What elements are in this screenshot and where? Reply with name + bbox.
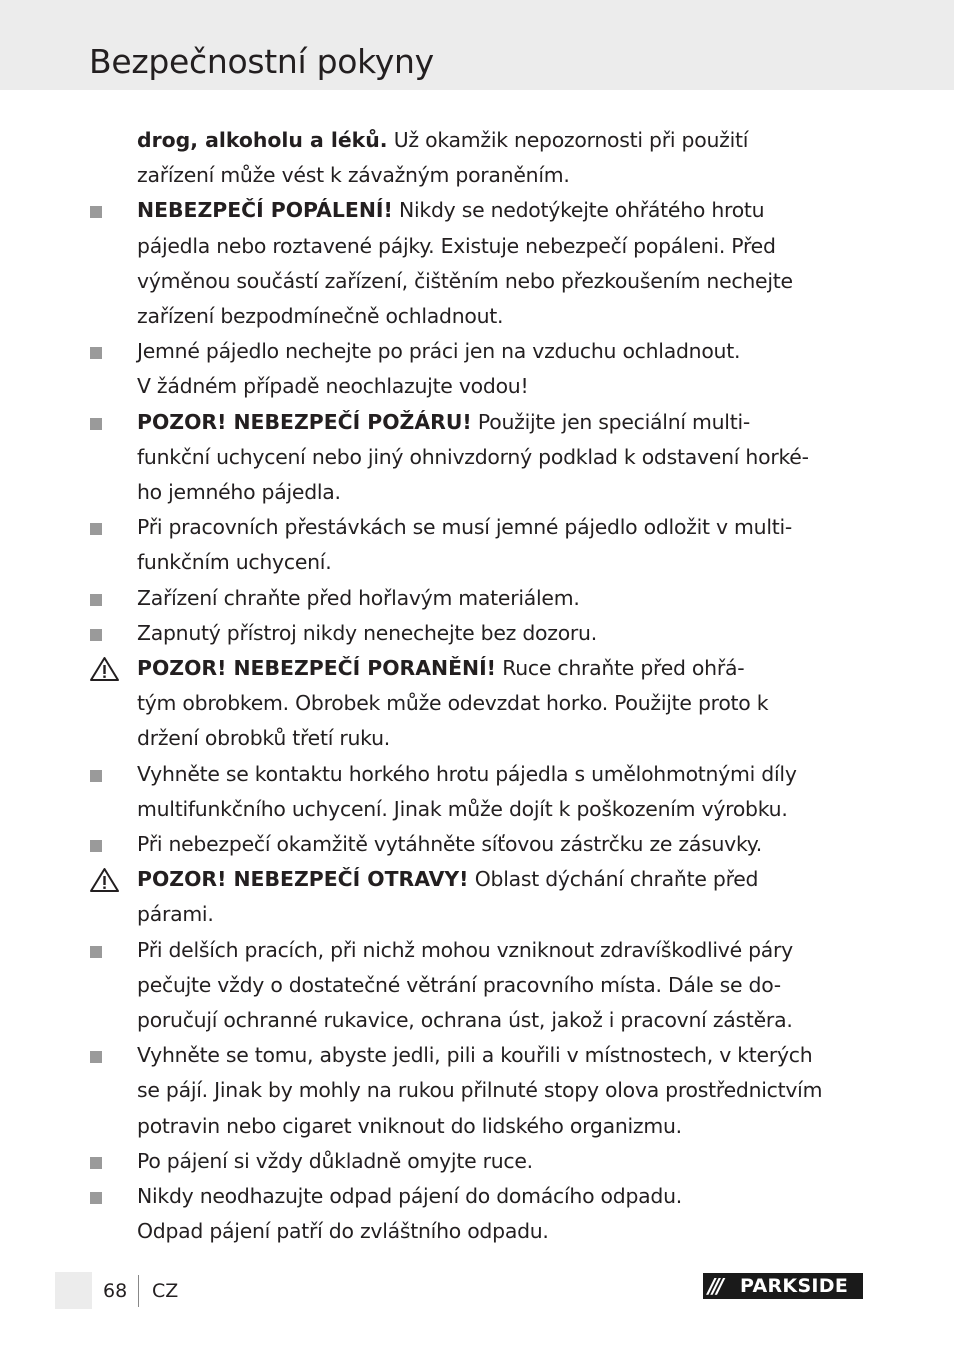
page-number: 68 bbox=[103, 1280, 128, 1302]
bullet-item bbox=[0, 193, 862, 334]
square-bullet-icon bbox=[90, 770, 102, 782]
square-bullet-icon bbox=[90, 1051, 102, 1063]
warning-item bbox=[0, 862, 862, 932]
bullet-item bbox=[0, 510, 862, 580]
text-line bbox=[137, 721, 862, 756]
line-text: zařízení bezpodmínečně ochladnout. bbox=[137, 304, 504, 329]
line-text: Nikdy se nedotýkejte ohřátého hrotu bbox=[392, 198, 765, 223]
line-text: Při pracovních přestávkách se musí jemné pájedlo odložit v multi- bbox=[137, 515, 793, 540]
text-line bbox=[137, 933, 862, 968]
warning-triangle-icon bbox=[89, 867, 120, 893]
text-line bbox=[137, 686, 862, 721]
footer-marker bbox=[55, 1272, 92, 1309]
bullet-item bbox=[0, 616, 862, 651]
text-line bbox=[137, 193, 862, 228]
text-line bbox=[137, 405, 862, 440]
line-text: Nikdy neodhazujte odpad pájení do domácího odpadu. bbox=[137, 1184, 682, 1209]
text-line bbox=[137, 1073, 862, 1108]
square-bullet-icon bbox=[90, 206, 102, 218]
line-text: párami. bbox=[137, 902, 214, 927]
line-text: poručují ochranné rukavice, ochrana úst, jakož i pracovní zástěra. bbox=[137, 1008, 793, 1033]
text-line bbox=[137, 1109, 862, 1144]
square-bullet-icon bbox=[90, 594, 102, 606]
line-text: Vyhněte se kontaktu horkého hrotu pájedla s umělohmotnými díly bbox=[137, 761, 797, 786]
square-bullet-icon bbox=[90, 946, 102, 958]
text-line bbox=[137, 264, 862, 299]
text-line bbox=[137, 158, 862, 193]
line-text: Už okamžik nepozornosti při použití bbox=[387, 128, 749, 152]
line-text: Po pájení si vždy důkladně omyjte ruce. bbox=[137, 1148, 533, 1173]
line-text: pájedla nebo roztavené pájky. Existuje nebezpečí popáleni. Před bbox=[137, 233, 776, 258]
line-text: funkčním uchycení. bbox=[137, 550, 332, 575]
text-line bbox=[137, 1003, 862, 1038]
warning-triangle-icon bbox=[89, 656, 120, 682]
bold-lead: POZOR! NEBEZPEČÍ OTRAVY! bbox=[137, 867, 469, 892]
line-text: Při nebezpečí okamžitě vytáhněte síťovou zástrčku ze zásuvky. bbox=[137, 832, 762, 857]
bullet-item bbox=[0, 1179, 862, 1249]
square-bullet-icon bbox=[90, 347, 102, 359]
text-line bbox=[137, 123, 862, 158]
text-line bbox=[137, 510, 862, 545]
logo-slashes: /// bbox=[708, 1274, 721, 1298]
square-bullet-icon bbox=[90, 418, 102, 430]
logo-text: PARKSIDE bbox=[740, 1275, 849, 1297]
line-text: Zařízení chraňte před hořlavým materiálem. bbox=[137, 585, 580, 610]
safety-instructions-list bbox=[0, 123, 954, 1250]
text-line bbox=[137, 475, 862, 510]
line-text: pečujte vždy o dostatečné větrání pracovního místa. Dále se do- bbox=[137, 972, 781, 997]
parkside-logo bbox=[703, 1273, 863, 1299]
text-line bbox=[137, 581, 862, 616]
bold-lead: POZOR! NEBEZPEČÍ POŽÁRU! bbox=[137, 409, 472, 434]
bullet-item bbox=[0, 581, 862, 616]
text-line bbox=[137, 545, 862, 580]
footer-divider bbox=[138, 1275, 139, 1307]
text-line bbox=[137, 968, 862, 1003]
bullet-item bbox=[0, 405, 862, 511]
text-line bbox=[137, 334, 862, 369]
bullet-item bbox=[0, 334, 862, 404]
text-line bbox=[137, 229, 862, 264]
bullet-item bbox=[0, 757, 862, 827]
text-line bbox=[137, 827, 862, 862]
square-bullet-icon bbox=[90, 1192, 102, 1204]
text-line bbox=[137, 1214, 862, 1249]
line-text: se pájí. Jinak by mohly na rukou přilnuté stopy olova prostřednictvím bbox=[137, 1078, 823, 1103]
square-bullet-icon bbox=[90, 1157, 102, 1169]
bullet-item bbox=[0, 1144, 862, 1179]
line-text: Ruce chraňte před ohřá- bbox=[495, 656, 745, 681]
square-bullet-icon bbox=[90, 840, 102, 852]
text-line bbox=[137, 299, 862, 334]
text-line bbox=[137, 440, 862, 475]
text-line bbox=[137, 897, 862, 932]
text-line bbox=[137, 757, 862, 792]
line-text: V žádném případě neochlazujte vodou! bbox=[137, 374, 529, 399]
line-text: výměnou součástí zařízení, čištěním nebo přezkoušením nechejte bbox=[137, 268, 793, 293]
bold-lead: NEBEZPEČÍ POPÁLENÍ! bbox=[137, 198, 393, 223]
line-text: Oblast dýchání chraňte před bbox=[468, 867, 759, 892]
text-line bbox=[137, 369, 862, 404]
continued-item bbox=[0, 123, 862, 193]
line-text: multifunkčního uchycení. Jinak může dojít k poškozením výrobku. bbox=[137, 796, 788, 821]
bullet-item bbox=[0, 1038, 862, 1144]
line-text: Jemné pájedlo nechejte po práci jen na vzduchu ochladnout. bbox=[137, 339, 741, 364]
text-line bbox=[137, 1179, 862, 1214]
bullet-item bbox=[0, 827, 862, 862]
line-text: funkční uchycení nebo jiný ohnivzdorný podklad k odstavení horké- bbox=[137, 444, 809, 469]
bold-lead: drog, alkoholu a léků. bbox=[137, 128, 388, 152]
bold-lead: POZOR! NEBEZPEČÍ PORANĚNÍ! bbox=[137, 656, 496, 681]
line-text: potravin nebo cigaret vniknout do lidského organizmu. bbox=[137, 1113, 682, 1138]
warning-item bbox=[0, 651, 862, 757]
bullet-item bbox=[0, 933, 862, 1039]
language-code: CZ bbox=[152, 1280, 179, 1302]
text-line bbox=[137, 1038, 862, 1073]
line-text: tým obrobkem. Obrobek může odevzdat horko. Použijte proto k bbox=[137, 691, 769, 716]
text-line bbox=[137, 616, 862, 651]
line-text: Zapnutý přístroj nikdy nenechejte bez dozoru. bbox=[137, 620, 597, 645]
square-bullet-icon bbox=[90, 523, 102, 535]
line-text: Odpad pájení patří do zvláštního odpadu. bbox=[137, 1219, 549, 1244]
text-line bbox=[137, 651, 862, 686]
page-title: Bezpečnostní pokyny bbox=[89, 42, 434, 81]
line-text: ho jemného pájedla. bbox=[137, 480, 341, 505]
line-text: zařízení může vést k závažným poraněním. bbox=[137, 163, 570, 188]
text-line bbox=[137, 792, 862, 827]
text-line bbox=[137, 862, 862, 897]
line-text: držení obrobků třetí ruku. bbox=[137, 726, 391, 751]
line-text: Použijte jen speciální multi- bbox=[471, 409, 750, 434]
line-text: Vyhněte se tomu, abyste jedli, pili a kouřili v místnostech, v kterých bbox=[137, 1043, 813, 1068]
text-line bbox=[137, 1144, 862, 1179]
square-bullet-icon bbox=[90, 629, 102, 641]
line-text: Při delších pracích, při nichž mohou vzniknout zdravíškodlivé páry bbox=[137, 937, 794, 962]
